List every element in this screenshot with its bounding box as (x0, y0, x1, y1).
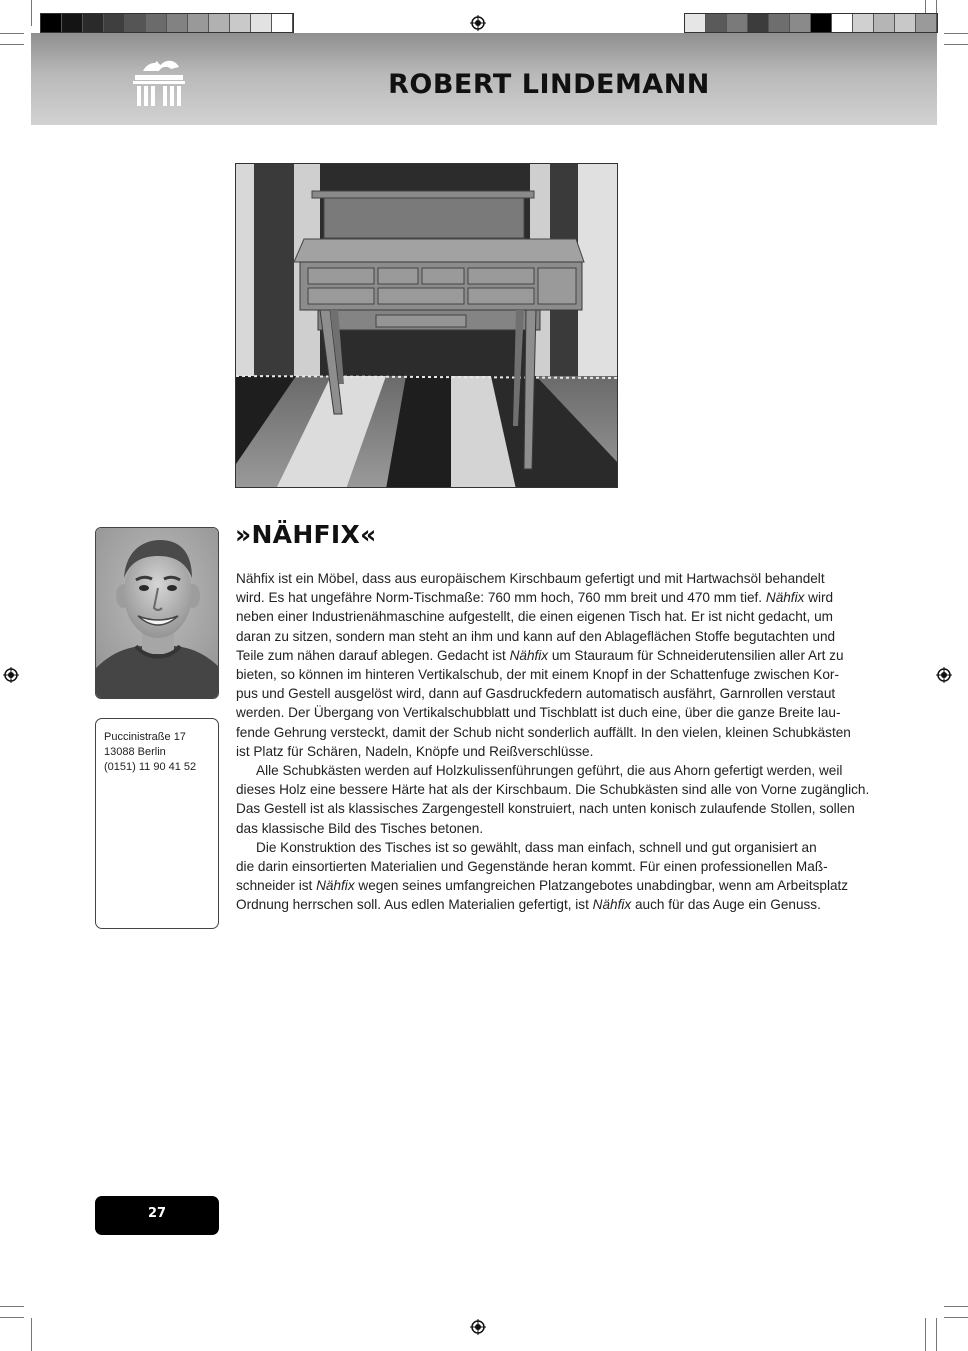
article-line (236, 627, 868, 646)
address-phone: (0151) 11 90 41 52 (104, 761, 197, 773)
article-text: daran zu sitzen, sondern man steht an ihm und kann auf den Ablageflächen Stoffe begutachten und (236, 628, 836, 644)
article-text: pus und Gestell ausgelöst wird, dann auf Gasdruckfedern automatisch ausfährt, Garnrollen verstaut (236, 686, 836, 702)
article-text: bieten, so können im hinteren Vertikalschub, der mit einem Knopf in der Schattenfuge zwischen Kor- (236, 667, 839, 683)
article-line (236, 665, 868, 684)
article-text: dieses Holz eine bessere Härte hat als der Kirschbaum. Die Schubkästen sind alle von Vorne zugänglich. (236, 782, 870, 798)
color-swatch (104, 14, 125, 32)
article-line (236, 819, 868, 838)
address-street: Puccinistraße 17 (104, 731, 186, 743)
article-text: Das Gestell ist als klassisches Zargengestell konstruiert, nach unten konisch zulaufende Stollen, sollen (236, 801, 855, 817)
article-text: Teile zum nähen darauf ablegen. Gedacht ist (236, 647, 510, 663)
article-line (236, 838, 868, 857)
color-swatch (125, 14, 146, 32)
article-emphasis: Nähfix (509, 647, 549, 663)
crop-mark (944, 33, 968, 34)
article-text: um Stauraum für Schneiderutensilien aller Art zu (548, 647, 844, 663)
article-text: neben einer Industrienähmaschine aufgestellt, die einen eigenen Tisch hat. Er ist nicht gedacht, um (236, 609, 833, 625)
article-line (236, 857, 868, 876)
crop-mark (31, 0, 32, 26)
article-text: das klassische Bild des Tisches betonen. (236, 820, 484, 836)
color-swatch (146, 14, 167, 32)
article-text: wegen seines umfangreichen Platzangebotes unabdingbar, wenn am Arbeitsplatz (354, 878, 849, 894)
color-swatch (874, 14, 895, 32)
article-emphasis: Nähfix (765, 590, 805, 606)
article-line (236, 646, 868, 665)
article-line (236, 588, 868, 607)
color-swatch (230, 14, 251, 32)
article-line (236, 780, 868, 799)
color-swatch (209, 14, 230, 32)
article-text: die darin einsortierten Materialien und Gegenstände heran kommt. Für einen professionellen Maß- (236, 859, 828, 875)
article-text: ist Platz für Schären, Nadeln, Knöpfe und Reißverschlüsse. (236, 743, 594, 759)
article-line (236, 799, 868, 818)
color-swatch (706, 14, 727, 32)
article-text: Alle Schubkästen werden auf Holzkulissenführungen geführt, die aus Ahorn gefertigt werden, weil (256, 763, 843, 779)
photo-sewing-furniture (235, 163, 618, 488)
color-swatch (853, 14, 874, 32)
color-swatch (916, 14, 937, 32)
article-line (236, 607, 868, 626)
article-text: wird (804, 590, 834, 606)
article-line (236, 569, 868, 588)
crop-mark (944, 1317, 968, 1318)
article-emphasis: Nähfix (316, 878, 355, 894)
color-swatch (83, 14, 104, 32)
address-city: 13088 Berlin (104, 746, 166, 758)
article-line (236, 723, 868, 742)
crop-mark (0, 1306, 24, 1307)
registration-mark-icon (936, 667, 952, 683)
article-line (236, 703, 868, 722)
article-line (236, 895, 868, 914)
registration-mark-icon (470, 1319, 486, 1335)
color-calibration-bar-left (40, 13, 294, 33)
article-text: Ordnung herrschen soll. Aus edlen Materialien gefertigt, ist (236, 897, 593, 913)
color-swatch (62, 14, 83, 32)
crop-mark (944, 1306, 968, 1307)
article-text: fende Gehrung versteckt, damit der Schub nicht sonderlich auffällt. In den vielen, kleinen Schubkästen (236, 724, 851, 740)
crop-mark (0, 44, 24, 45)
article-title: »NÄHFIX« (235, 520, 377, 549)
article-text: wird. Es hat ungefähre Norm-Tischmaße: 760 mm hoch, 760 mm breit und 470 mm tief. (236, 590, 766, 606)
color-swatch (41, 14, 62, 32)
color-swatch (188, 14, 209, 32)
article-line (236, 876, 868, 895)
color-swatch (748, 14, 769, 32)
color-swatch (790, 14, 811, 32)
color-swatch (895, 14, 916, 32)
article-line (236, 742, 868, 761)
crop-mark (0, 1317, 24, 1318)
crop-mark (31, 1318, 32, 1351)
article-line (236, 761, 868, 780)
registration-mark-icon (3, 667, 19, 683)
crop-mark (944, 44, 968, 45)
crop-mark (925, 1318, 926, 1351)
registration-mark-icon (470, 15, 486, 31)
color-swatch (167, 14, 188, 32)
photo-portrait (95, 527, 219, 699)
article-text: Nähfix ist ein Möbel, dass aus europäischem Kirschbaum gefertigt und mit Hartwachsöl behandelt (236, 571, 825, 586)
color-swatch (832, 14, 853, 32)
article-text: schneider ist (236, 878, 317, 894)
crop-mark (936, 1318, 937, 1351)
page-number: 27 (95, 1196, 219, 1235)
color-swatch (727, 14, 748, 32)
article-body (236, 569, 868, 915)
contact-address-box (95, 718, 219, 929)
color-swatch (769, 14, 790, 32)
article-line (236, 684, 868, 703)
color-swatch (272, 14, 293, 32)
crop-mark (0, 33, 24, 34)
page-header (31, 33, 937, 125)
article-emphasis: Nähfix (592, 897, 632, 913)
page-title: ROBERT LINDEMANN (388, 69, 710, 100)
article-text: werden. Der Übergang von Vertikalschubblatt und Tischblatt ist duch eine, über die ganze Breite lau- (236, 705, 841, 721)
color-swatch (251, 14, 272, 32)
color-swatch (685, 14, 706, 32)
color-swatch (811, 14, 832, 32)
color-calibration-bar-right (684, 13, 938, 33)
article-text: auch für das Auge ein Genuss. (631, 897, 821, 913)
article-text: Die Konstruktion des Tisches ist so gewählt, dass man einfach, schnell und gut organisiert an (256, 839, 817, 855)
